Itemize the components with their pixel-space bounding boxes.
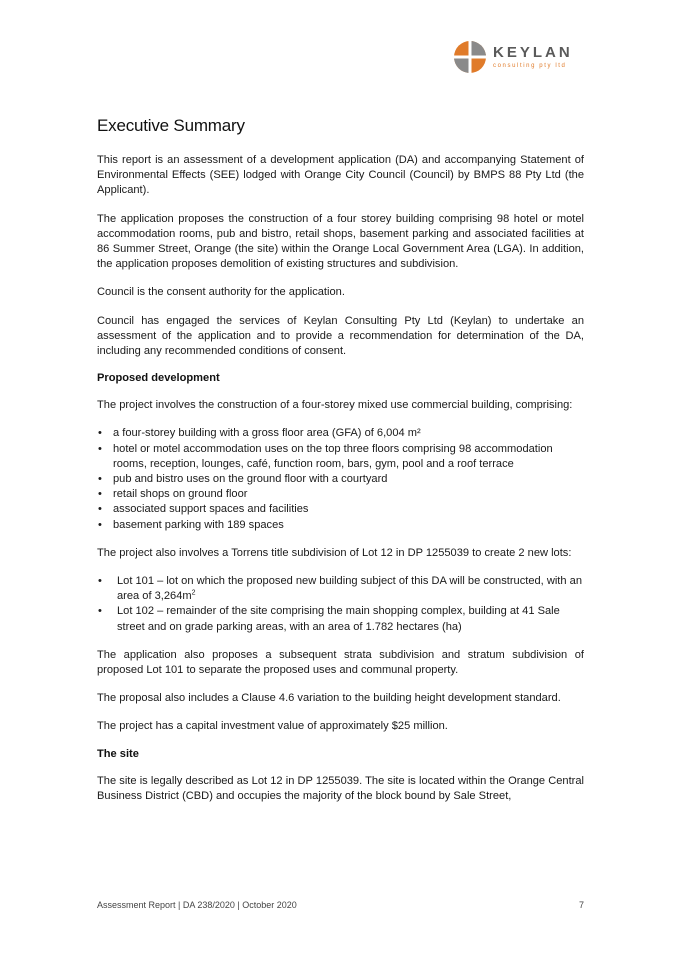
list-item: • hotel or motel accommodation uses on the top three floors comprising 98 accommodation rooms, reception, lounges, café, function room, bars, gym, pool and a roof terrace [97,442,584,472]
company-logo [453,39,573,75]
section-heading-proposed: Proposed development [97,372,220,385]
keylan-logo-icon [453,40,487,74]
proposed-list [97,426,584,532]
proposal-paragraph: The proposal also includes a Clause 4.6 variation to the building height development standard. [97,692,561,705]
page-title: Executive Summary [97,116,245,135]
page-footer [97,900,584,910]
subdivision-lead: The project also involves a Torrens title subdivision of Lot 12 in DP 1255039 to create 2 new lots: [97,546,572,559]
logo-name: KEYLAN [493,44,573,61]
proposal-paragraph: The project has a capital investment value of approximately $25 million. [97,720,448,733]
intro-paragraph: The application proposes the construction of a four storey building comprising 98 hotel or motel accommodation rooms, pub and bistro, retail shops, basement parking and associated facilities at 86 Summer Street, Orange (the site) within the Orange Local Government Area (LGA). In addition, the application proposes demolition of existing structures and subdivision. [97,212,584,271]
lots-list [97,574,584,635]
document-body [97,116,584,817]
list-item: • pub and bistro uses on the ground floor with a courtyard [97,472,584,487]
list-item: • retail shops on ground floor [97,487,584,502]
lot-101-text: Lot 101 – lot on which the proposed new building subject of this DA will be constructed, with an area of 3,264m [117,575,582,603]
page-number: 7 [578,900,584,910]
logo-tagline: consulting pty ltd [493,63,567,69]
list-item: • a four-storey building with a gross floor area (GFA) of 6,004 m² [97,426,584,441]
intro-paragraph: Council is the consent authority for the application. [97,286,345,299]
lot-101-superscript: 2 [191,589,196,597]
intro-paragraph: Council has engaged the services of Keylan Consulting Pty Ltd (Keylan) to undertake an assessment of the application and to provide a recommendation for determination of the DA, including any recommended conditions of consent. [97,314,584,358]
list-item-lot-102: • Lot 102 – remainder of the site comprising the main shopping complex, building at 41 Sale street and on grade parking areas, with an area of 1.782 hectares (ha) [97,604,584,634]
site-paragraph: The site is legally described as Lot 12 in DP 1255039. The site is located within the Orange Central Business District (CBD) and occupies the majority of the block bound by Sale Street, [97,774,584,802]
list-item: • basement parking with 189 spaces [97,518,584,533]
footer-reference: Assessment Report | DA 238/2020 | October 2020 [97,900,297,910]
list-item-lot-101 [97,574,584,604]
list-item: • associated support spaces and facilities [97,502,584,517]
intro-paragraph: This report is an assessment of a development application (DA) and accompanying Statement of Environmental Effects (SEE) lodged with Orange City Council (Council) by BMPS 88 Pty Ltd (the Applicant). [97,154,584,197]
section-heading-site: The site [97,747,139,760]
proposed-lead: The project involves the construction of a four-storey mixed use commercial building, comprising: [97,399,573,412]
proposal-paragraph: The application also proposes a subsequent strata subdivision and stratum subdivision of proposed Lot 101 to separate the proposed uses and communal property. [97,648,584,677]
